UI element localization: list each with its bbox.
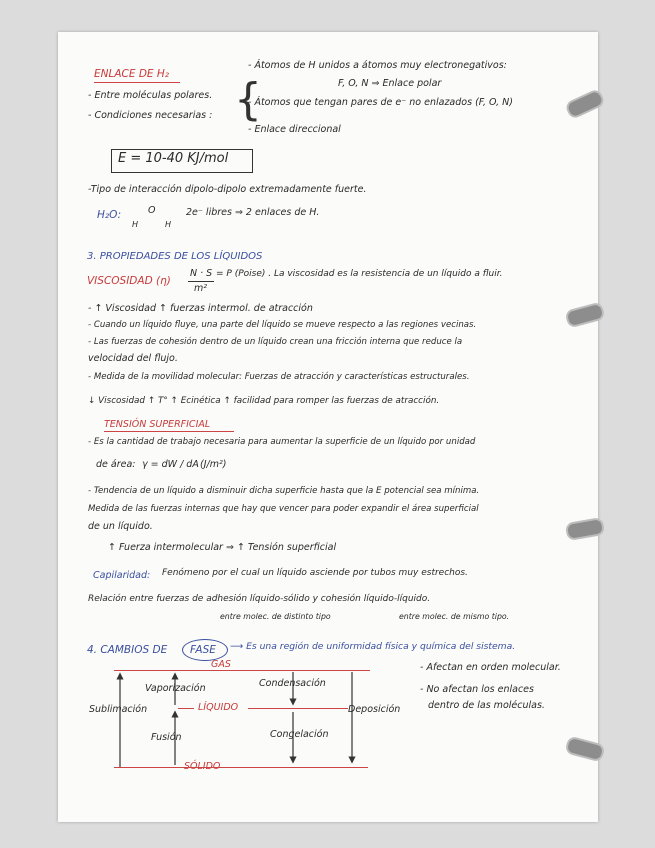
h2o-description: 2e⁻ libres ⇒ 2 enlaces de H. bbox=[186, 207, 320, 218]
h2o-label: H₂O: bbox=[97, 209, 122, 221]
interaction-type: -Tipo de interacción dipolo-dipolo extremadamente fuerte. bbox=[88, 184, 367, 195]
energy-formula: E = 10-40 KJ/mol bbox=[118, 151, 229, 166]
adhesion-note: entre molec. de distinto tipo bbox=[220, 612, 331, 621]
section4-definition: ⟶ Es una región de uniformidad física y química del sistema. bbox=[230, 641, 516, 652]
phase-gas: GAS bbox=[211, 659, 231, 670]
section4-title: 4. CAMBIOS DE bbox=[87, 644, 168, 656]
phase-note-1: - Afectan en orden molecular. bbox=[420, 662, 561, 673]
enlace-bullet-2: - Condiciones necesarias : bbox=[88, 110, 213, 121]
tension-units: (J/m²) bbox=[200, 459, 227, 470]
tension-line-2: de área: bbox=[96, 459, 136, 470]
tension-line-4: Medida de las fuerzas internas que hay que vencer para poder expandir el área superficial bbox=[88, 504, 479, 514]
tension-line-1: - Es la cantidad de trabajo necesaria para aumentar la superficie de un líquido por unidad bbox=[88, 437, 476, 447]
viscosity-definition: = P (Poise) . La viscosidad es la resistencia de un líquido a fluir. bbox=[216, 269, 503, 279]
cohesion-note: entre molec. de mismo tipo. bbox=[399, 612, 510, 621]
tension-title: TENSIÓN SUPERFICIAL bbox=[104, 419, 211, 430]
capillarity-text: Fenómeno por el cual un líquido asciende por tubos muy estrechos. bbox=[162, 568, 468, 578]
label-sublimacion: Sublimación bbox=[89, 704, 148, 715]
tension-line-4b: de un líquido. bbox=[88, 521, 153, 532]
tension-line-5: ↑ Fuerza intermolecular ⇒ ↑ Tensión superficial bbox=[108, 542, 337, 553]
relation-line: Relación entre fuerzas de adhesión líquido-sólido y cohesión líquido-líquido. bbox=[88, 594, 431, 604]
tension-line-3: - Tendencia de un líquido a disminuir dicha superficie hasta que la E potencial sea mínima. bbox=[88, 486, 480, 496]
h2o-hydrogen-2: H bbox=[165, 220, 172, 229]
phase-note-2: - No afectan los enlaces bbox=[420, 684, 534, 695]
label-congelacion: Congelación bbox=[270, 729, 329, 740]
label-fusion: Fusión bbox=[151, 732, 182, 743]
section4-fase: FASE bbox=[190, 644, 216, 656]
section3-title: 3. PROPIEDADES DE LOS LÍQUIDOS bbox=[87, 251, 263, 262]
condition-1: - Átomos de H unidos a átomos muy electronegativos: bbox=[248, 60, 507, 71]
condition-1b: F, O, N ⇒ Enlace polar bbox=[338, 78, 442, 89]
label-vaporizacion: Vaporización bbox=[145, 683, 206, 694]
h2o-hydrogen-1: H bbox=[132, 220, 139, 229]
viscosity-unit-den: m² bbox=[194, 283, 208, 294]
viscosity-unit-num: N · S bbox=[190, 268, 213, 279]
condition-3: - Enlace direccional bbox=[248, 124, 341, 135]
viscosity-line-3b: velocidad del flujo. bbox=[88, 353, 178, 364]
label-condensacion: Condensación bbox=[259, 678, 326, 689]
label-deposicion: Deposición bbox=[348, 704, 401, 715]
phase-note-2b: dentro de las moléculas. bbox=[428, 700, 545, 711]
tension-formula: γ = dW / dA bbox=[142, 459, 199, 470]
condition-2: - Átomos que tengan pares de e⁻ no enlazados (F, O, N) bbox=[248, 97, 513, 108]
viscosity-line-2: - Cuando un líquido fluye, una parte del líquido se mueve respecto a las regiones vecinas. bbox=[88, 320, 477, 330]
h2o-oxygen: O bbox=[148, 205, 156, 216]
viscosity-label: VISCOSIDAD (η) bbox=[87, 275, 171, 287]
enlace-bullet-1: - Entre moléculas polares. bbox=[88, 90, 213, 101]
curly-brace: { bbox=[234, 74, 262, 125]
viscosity-line-3: - Las fuerzas de cohesión dentro de un líquido crean una fricción interna que reduce la bbox=[88, 337, 463, 347]
viscosity-line-4: - Medida de la movilidad molecular: Fuerzas de atracción y características estructurales. bbox=[88, 372, 470, 382]
enlace-title: ENLACE DE H₂ bbox=[94, 68, 169, 80]
capillarity-label: Capilaridad: bbox=[93, 570, 151, 581]
phase-liquido: LÍQUIDO bbox=[198, 702, 239, 713]
viscosity-line-1: - ↑ Viscosidad ↑ fuerzas intermol. de atracción bbox=[88, 303, 313, 314]
viscosity-line-5: ↓ Viscosidad ↑ T° ↑ Ecinética ↑ facilidad para romper las fuerzas de atracción. bbox=[88, 396, 440, 406]
